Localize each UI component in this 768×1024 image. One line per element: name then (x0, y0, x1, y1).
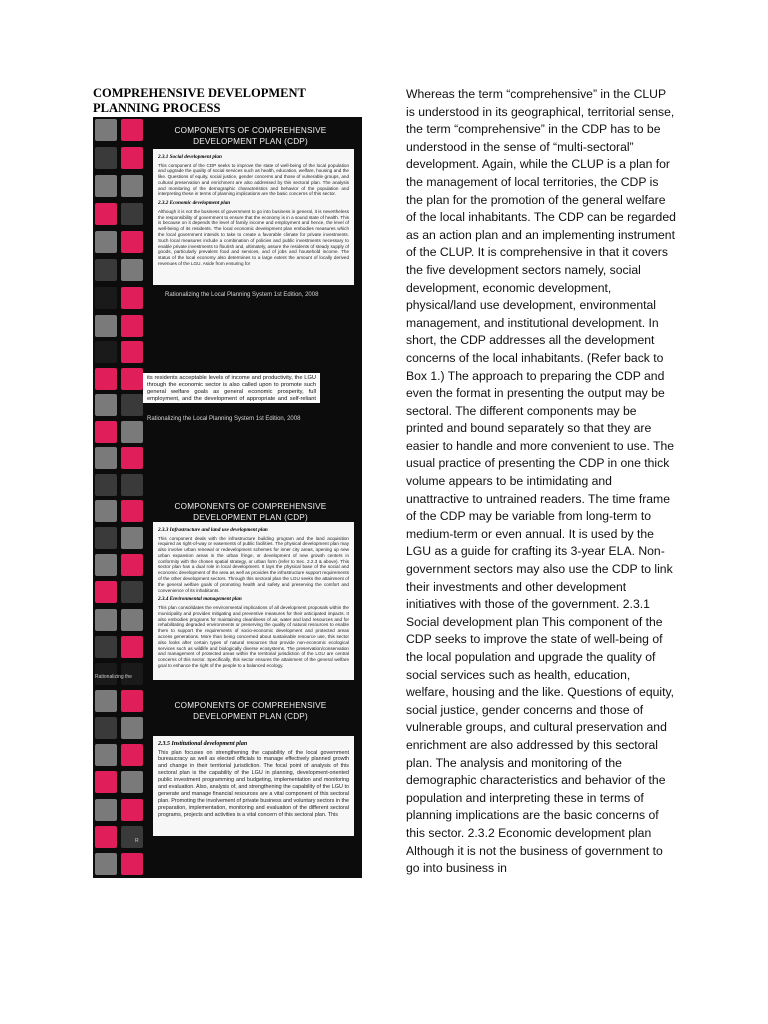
slide-content-panel (153, 736, 354, 836)
slide-content-panel (153, 149, 354, 285)
section-text: Although it is not the business of government to go into business in general, it is nevertheless the responsibility of government to ensure that the economy is in a sound state of health. This is because on it depends the level of family income and employment and hence, the level of well-being of its residents. The local economic development plan embodies measures which the local government intends to take to create a favorable climate for private investments. Such local measures include a combination of policies and public investments necessary to enable private investments to flourish and, ultimately, assure the residents of steady supply of goods, particularly prevalent food and services, and of jobs and household income. The status of the local economy also determines to a large extent the amount of locally derived revenues of the LGU. Aside from ensuring for (158, 208, 349, 266)
section-subtitle: 2.3.5 Institutional development plan (158, 741, 248, 747)
slide-1 (93, 117, 362, 313)
slide-2 (93, 313, 362, 498)
decorative-squares (93, 117, 143, 313)
decorative-squares (93, 313, 143, 498)
section-text: This plan consolidates the environmental implications of all development proposals within the municipality and provides mitigating and preventive measures for their anticipated impacts. It also embodies programs for maintaining cleanliness of air, water and land resources and for rehabilitating degraded environments or preserving the quality of natural resources to enable them to support the requirements of socio-economic development and protected areas access generations. More than being concerned about sustainable resource use, this sector also looks after certain types of natural resources that provide non-economic ecological services such as wildlife and biologically diverse ecosystems. The preservation/conservation and management of protected areas within the territorial jurisdiction of the LGU are central concerns of this sector. Specifically, this sector ensures the attainment of the general welfare goal to enhance the right of the people to a balanced ecology. (158, 604, 349, 668)
slide-side-label: R (135, 838, 139, 844)
slide-4 (93, 688, 362, 878)
section-text: This component of the CDP seeks to improve the state of well-being of the local population and upgrade the quality of social services such as health, education, welfare, housing and the like. Questions of equity, social justice, gender concerns and those of vulnerable groups, and cultural preservation and enrichment are also addressed by this sectoral plan. The analysis and monitoring of the demographic characteristics and behavior of the population and interpreting these in terms of planning implications are the basic concerns of this sector. (158, 162, 349, 197)
section-text: This plan focuses on strengthening the capability of the local government bureaucracy as well as elected officials to manage effectively planned growth and change in their territorial jurisdiction. The focal point of analysis of this sectoral plan is the capability of the LGU in planning, development-oriented public investment programming and budgeting, implementation and monitoring and evaluation. Also, analysis of, and strengthening the capability of the LGU to generate and manage financial resources are a vital component of this sectoral plan. Promoting the involvement of private business and voluntary sectors in the preparation, implementation, monitoring and evaluation of the different sectoral programs, projects and activities is a vital concern of this sectoral plan. This (158, 749, 349, 818)
slide-title: COMPONENTS OF COMPREHENSIVE DEVELOPMENT PLAN (CDP) (174, 126, 327, 146)
section-subtitle: 2.3.4 Environmental management plan (158, 596, 242, 603)
decorative-squares (93, 498, 143, 688)
decorative-squares (93, 688, 143, 878)
page-heading: COMPREHENSIVE DEVELOPMENT PLANNING PROCESS (93, 86, 306, 115)
slide-footer: Rationalizing the Local Planning System 1st Edition, 2008 (147, 416, 301, 422)
slide-footer: Rationalizing the Local Planning System 1st Edition, 2008 (165, 292, 319, 298)
slide-3 (93, 498, 362, 688)
section-subtitle: 2.3.3 Infrastructure and land use development plan (158, 527, 268, 533)
slide-content-panel: its residents acceptable levels of income and productivity, the LGU through the economic sector is also called upon to promote such general welfare goals as general economic prosperity, full employment, and the development of appropriate and self-reliant technologies. (143, 373, 320, 403)
body-paragraph: Whereas the term “comprehensive” in the CLUP is understood in its geographical, territorial sense, the term “comprehensive” in the CDP has to be understood in the sense of “multi-sectoral” development. Again, while the CLUP is a plan for the management of local territories, the CDP is the plan for the promotion of the general welfare of the local inhabitants. The CDP can be regarded as an action plan and an implementing instrument of the CLUP. It is comprehensive in that it covers the five development sectors namely, social development, economic development, physical/land use development, environmental management, and institutional development. In short, the CDP addresses all the development concerns of the local inhabitants. (Refer back to Box 1.) The approach to preparing the CDP and even the format in presenting the output may be sectoral. The different components may be printed and bound separately so that they are easier to handle and more convenient to use. The usual practice of presenting the CDP in one thick volume appears to be intimidating and unattractive to untrained readers. The time frame of the CDP may be variable from long-term to medium-term or even annual. It is used by the LGU as a guide for crafting its 3-year ELA. Non-government sectors may also use the CDP to link their investments and other development initiatives with those of the government. 2.3.1 Social development plan This component of the CDP seeks to improve the state of well-being of the local population and upgrade the quality of social services such as health, education, welfare, housing and the like. Questions of equity, social justice, gender concerns and those of vulnerable groups, and cultural preservation and enrichment are also addressed by this sectoral plan. The analysis and monitoring of the demographic characteristics and behavior of the population and interpreting these in terms of planning implications are the basic concerns of this sector. 2.3.2 Economic development plan Although it is not the business of government to go into business in (406, 87, 676, 876)
slide-title: COMPONENTS OF COMPREHENSIVE DEVELOPMENT PLAN (CDP) (174, 701, 327, 721)
section-subtitle: 2.3.1 Social development plan (158, 154, 222, 160)
slide-title: COMPONENTS OF COMPREHENSIVE DEVELOPMENT PLAN (CDP) (174, 502, 327, 522)
slide-content-panel (153, 522, 354, 680)
section-text: This component deals with the infrastructure building program and the land acquisition required as right-of-way or easements of public facilities. The physical development plan may also involve urban renewal or redevelopment schemes for inner city areas, opening up new urban expansion areas in the urban fringe, or development of new growth centers in conformity with the chosen spatial strategy, or urban form (refer to Sec. 2.2.3 & above). This sector plan has a dual role in local development. It lays the physical base of the social and economic development of the area as well as provides the infrastructure support requirements of the other development sectors. Through this sectoral plan the LGU seeks the attainment of the general welfare goals of promoting health and safety and preserving the comfort and convenience of its inhabitants. (158, 535, 349, 593)
slide-side-label: Rationalizing the (95, 674, 132, 680)
section-subtitle: 2.3.2 Economic development plan (158, 200, 231, 207)
